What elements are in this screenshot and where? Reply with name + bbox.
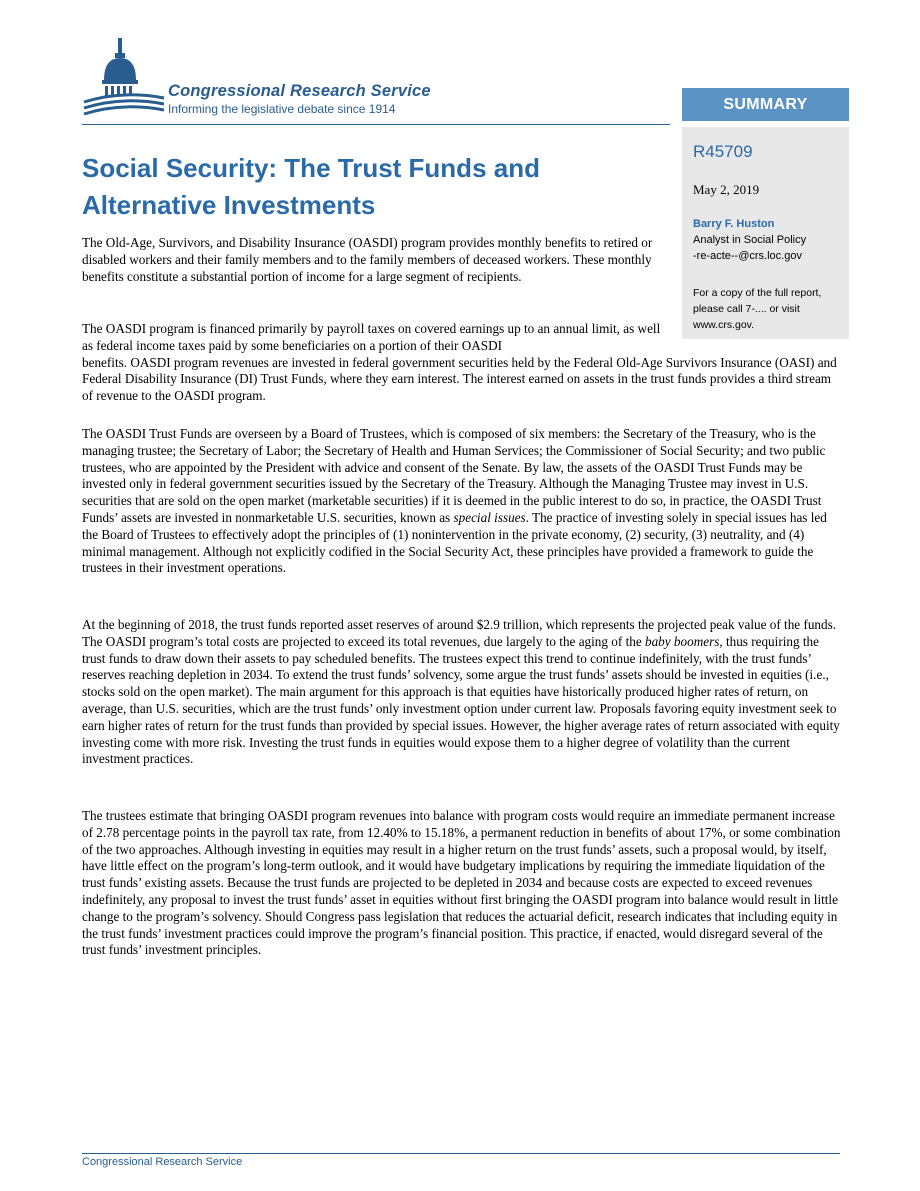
paragraph-lead-text: The OASDI program is financed primarily by payroll taxes on covered earnings up to an annual limit, as well as federal income taxes paid by some beneficiaries on a portion of their OASDI [82,321,661,353]
report-header [82,30,670,125]
footer-divider [82,1153,840,1154]
footer-text: Congressional Research Service [82,1156,243,1168]
body-paragraph [82,321,842,405]
author-name: Barry F. Huston [693,218,775,230]
capitol-dome-logo [82,36,166,118]
paragraph-text: . The practice of investing solely in special issues has led the Board of Trustees to effectively adopt the principles of (1) nonintervention in the private economy, (2) security, (3) neutrality, and (4) minimal management. Although not explicitly codified in the Social Security Act, these principles have provided a framework to guide the trustees in their investment operations. [82,509,827,576]
paragraph-text: benefits. OASDI program revenues are invested in federal government securities held by the Federal Old-Age Survivors Insurance (OASI) and Federal Disability Insurance (DI) Trust Funds, where they earn interest. The interest earned on assets in the trust funds provides a third stream of revenue to the OASDI program. [82,354,837,404]
summary-heading: SUMMARY [682,88,849,121]
author-role: Analyst in Social Policy [693,234,807,246]
emphasis-term: baby boomers [644,633,720,649]
report-number: R45709 [693,142,753,161]
author-email[interactable]: -re-acte--@crs.loc.gov [693,250,802,262]
summary-sidebar [682,127,849,339]
body-paragraph: The trustees estimate that bringing OASDI program revenues into balance with program costs would require an immediate permanent increase of 2.78 percentage points in the payroll tax rate, from 12.40% to 15.18%, a permanent reduction in benefits of about 17%, or some combination of the two approaches. Although investing in equities may result in a higher return on the trust funds’ assets, such a proposal would, by itself, have little effect on the program’s long-term outlook, and it would have budgetary implications by requiring the immediate liquidation of the trust funds’ existing assets. Because the trust funds are projected to be depleted in 2034 and because costs are expected to exceed revenues indefinitely, any proposal to invest the trust funds’ asset in equities without first bringing the OASDI program into balance would result in little change to the program’s solvency. Should Congress pass legislation that reduces the actuarial deficit, research indicates that including equity in the trust funds’ investment practices could improve the program’s financial position. This practice, if enacted, would disregard several of the trust funds’ investment principles. [82,808,841,958]
page-title: Social Security: The Trust Funds and Alternative Investments [82,153,540,220]
org-tagline: Informing the legislative debate since 1914 [168,102,396,116]
org-name: Congressional Research Service [168,82,431,100]
paragraph-text: , thus requiring the trust funds to draw down their assets to pay scheduled benefits. The trustees expect this trend to continue indefinitely, with the trust funds’ reserves reaching depletion in 2034. To extend the trust funds’ solvency, some argue the trust funds’ assets should be invested in equities (i.e., stocks sold on the open market). The main argument for this approach is that equities have historically produced higher rates of return, on average, than U.S. securities, which are the trust funds’ only investment option under current law. Proposals favoring equity investment seek to earn higher rates of return for the trust funds than provided by special issues. However, the higher average rates of return associated with equity investing come with more risk. Investing the trust funds in equities would expose them to a higher degree of volatility than the current investment practices. [82,633,840,767]
paragraph-text: At the beginning of 2018, the trust funds reported asset reserves of around $2.9 trillion, which represents the projected peak value of the funds. The OASDI program’s total costs are projected to exceed its total revenues, due largely to the aging of the [82,617,837,649]
body-paragraph: The Old-Age, Survivors, and Disability Insurance (OASDI) program provides monthly benefits to retired or disabled workers and their family members and to the family members of deceased workers. These monthly benefits constitute a substantial portion of income for a large segment of recipients. [82,235,653,284]
body-paragraph [82,426,842,577]
report-date: May 2, 2019 [693,182,760,197]
paragraph-text: The OASDI Trust Funds are overseen by a Board of Trustees, which is composed of six members: the Secretary of the Treasury, who is the managing trustee; the Secretary of Labor; the Secretary of Health and Human Services; the Commissioner of Social Security; and two public trustees, who are appointed by the President with advice and consent of the Senate. By law, the assets of the OASDI Trust Funds may be invested only in federal government securities issued by the Secretary of the Treasury. Although the Managing Trustee may invest in U.S. securities that are sold on the open market (marketable securities) if it is deemed in the public interest to do so, in practice, the OASDI Trust Funds’ assets are invested in nonmarketable U.S. securities, known as [82,426,826,525]
copy-note: For a copy of the full report, please call 7-.... or visit www.crs.gov. [693,287,822,331]
body-paragraph [82,617,842,768]
emphasis-term: special issues [453,509,526,525]
